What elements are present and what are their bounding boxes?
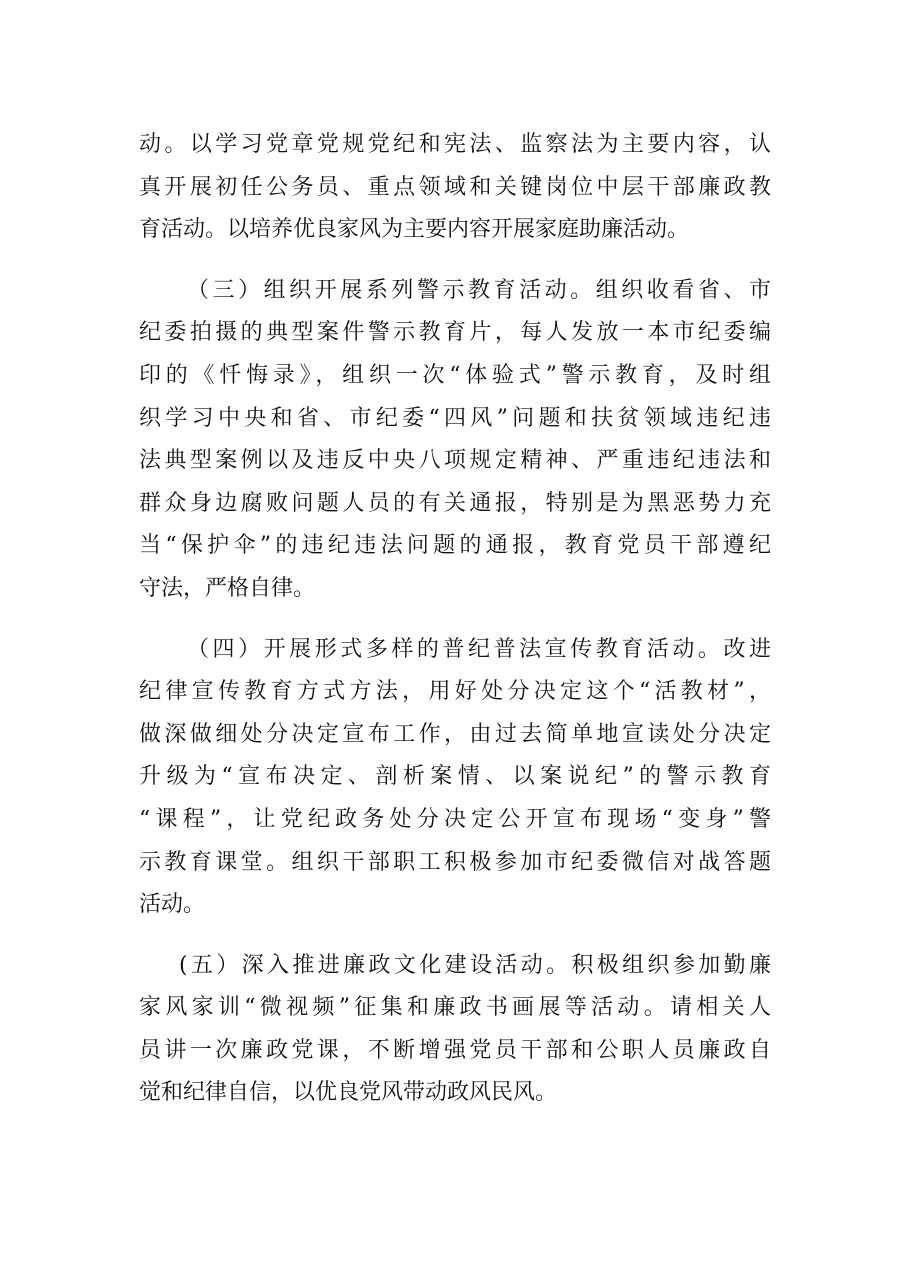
paragraph-line: 纪委拍摄的典型案件警示教育片，每人发放一本市纪委编 xyxy=(139,320,771,346)
document-body xyxy=(139,124,771,1115)
paragraph-line: “课程”，让党纪政务处分决定公开宣布现场“变身”警 xyxy=(139,806,771,832)
paragraph-line: 纪律宣传教育方式方法，用好处分决定这个“活教材”， xyxy=(139,679,771,705)
paragraph-line: 守法，严格自律。 xyxy=(139,575,316,601)
paragraph-line: 示教育课堂。组织干部职工积极参加市纪委微信对战答题 xyxy=(139,849,771,875)
paragraph-line: 当“保护伞”的违纪违法问题的通报，教育党员干部遵纪 xyxy=(139,533,771,559)
paragraph-line: 法典型案例以及违反中央八项规定精神、严重违纪违法和 xyxy=(139,448,771,474)
paragraph-line: 员讲一次廉政党课，不断增强党员干部和公职人员廉政自 xyxy=(139,1037,771,1063)
paragraph-line: 织学习中央和省、市纪委“四风”问题和扶贫领域违纪违 xyxy=(139,405,771,431)
paragraph-4 xyxy=(139,945,771,1115)
paragraph-line: (五）深入推进廉政文化建设活动。积极组织参加勤廉 xyxy=(179,952,771,978)
paragraph-line: （三）组织开展系列警示教育活动。组织收看省、市 xyxy=(187,277,771,303)
paragraph-2 xyxy=(139,270,771,611)
paragraph-line: 群众身边腐败问题人员的有关通报，特别是为黑恶势力充 xyxy=(139,490,771,516)
paragraph-line: 育活动。以培养优良家风为主要内容开展家庭助廉活动。 xyxy=(139,217,690,243)
paragraph-3 xyxy=(139,629,771,927)
paragraph-line: 升级为“宣布决定、剖析案情、以案说纪”的警示教育 xyxy=(139,764,771,790)
paragraph-line: 家风家训“微视频”征集和廉政书画展等活动。请相关人 xyxy=(139,995,771,1021)
paragraph-line: （四）开展形式多样的普纪普法宣传教育活动。改进 xyxy=(187,636,771,662)
paragraph-line: 做深做细处分决定宣布工作，由过去简单地宣读处分决定 xyxy=(139,721,771,747)
paragraph-line: 动。以学习党章党规党纪和宪法、监察法为主要内容，认 xyxy=(139,132,771,157)
paragraph-1 xyxy=(139,124,771,252)
paragraph-line: 真开展初任公务员、重点领域和关键岗位中层干部廉政教 xyxy=(139,174,771,200)
paragraph-line: 活动。 xyxy=(139,892,206,918)
paragraph-line: 印的《忏悔录》，组织一次“体验式”警示教育，及时组 xyxy=(139,362,771,388)
paragraph-line: 觉和纪律自信，以优良党风带动政风民风。 xyxy=(139,1080,558,1106)
